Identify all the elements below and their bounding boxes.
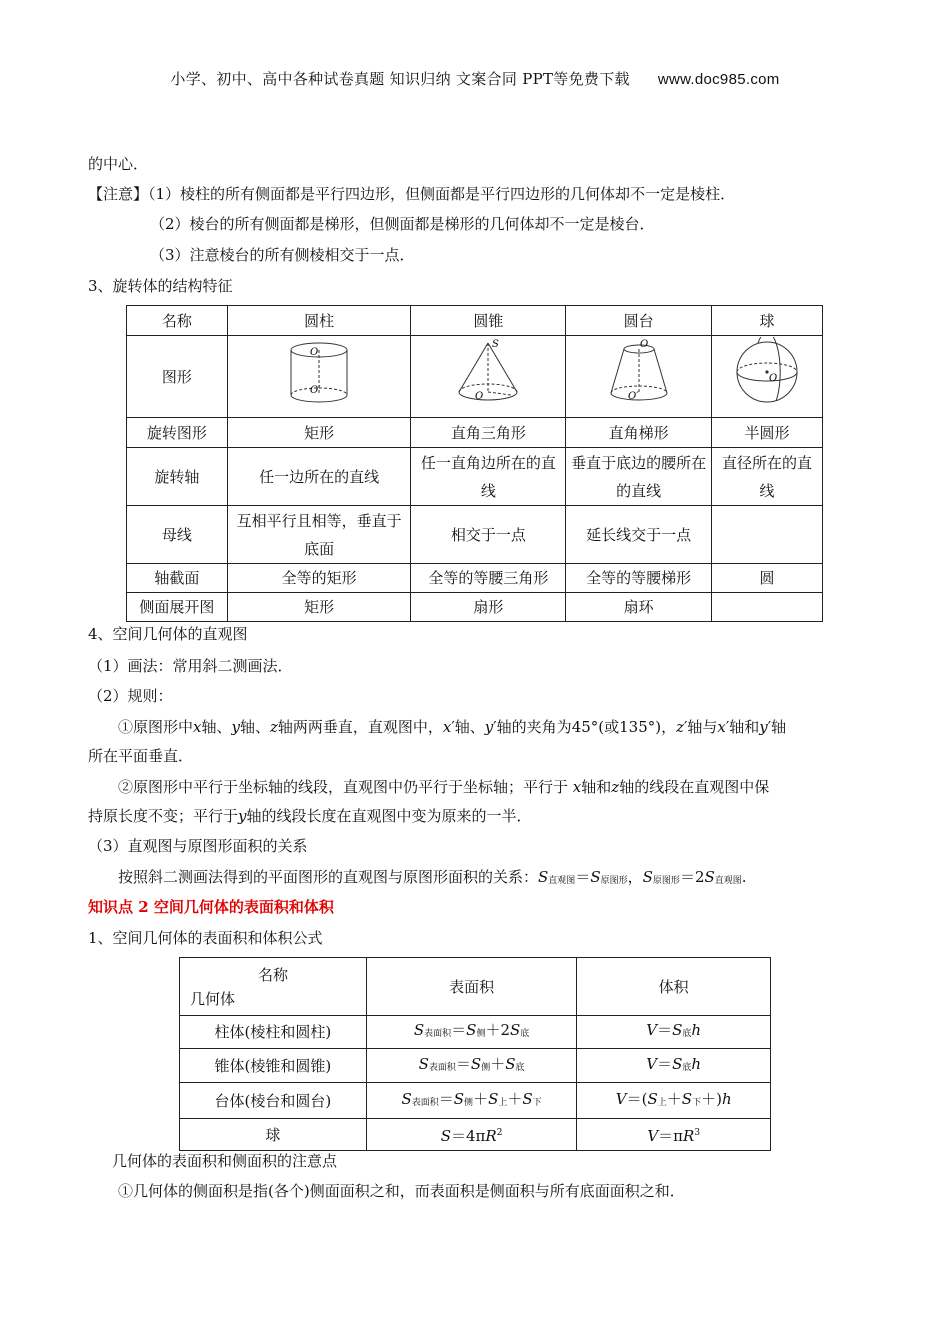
text-line: （1）画法：常用斜二测画法．	[88, 657, 293, 675]
rule-line-2: ②原图形中平行于坐标轴的线段，直观图中仍平行于坐标轴；平行于 x轴和z轴的线段在直观图中保	[118, 778, 770, 796]
svg-text:O: O	[769, 373, 778, 384]
table-row: 母线 互相平行且相等，垂直于底面 相交于一点 延长线交于一点	[127, 506, 823, 564]
formula-cell: S表面积＝S侧＋S上＋S下	[366, 1083, 577, 1119]
knowledge-point-heading: 知识点 2 空间几何体的表面积和体积	[88, 898, 334, 916]
formula-cell: V＝(S上＋S下＋)h	[577, 1083, 771, 1119]
note-line: 【注意】（1）棱柱的所有侧面都是平行四边形，但侧面都是平行四边形的几何体却不一定是棱柱．	[88, 185, 736, 203]
table-row: 台体(棱台和圆台) S表面积＝S侧＋S上＋S下 V＝(S上＋S下＋)h	[180, 1083, 771, 1119]
text-line: （2）规则：	[88, 687, 173, 705]
table-row: 球 $S=4\pi R^2$ $V=\pi R^3$	[180, 1119, 771, 1151]
section-heading: 4、空间几何体的直观图	[88, 625, 248, 643]
table-row: 侧面展开图 矩形 扇形 扇环	[127, 593, 823, 622]
table-row: 名称 几何体 表面积 体积	[180, 958, 771, 1016]
revolution-solids-table	[126, 305, 823, 622]
cone-figure	[453, 337, 523, 407]
frustum-figure	[604, 337, 674, 407]
svg-text:O′: O′	[627, 391, 639, 402]
text-line: （3）注意棱台的所有侧棱相交于一点．	[150, 246, 415, 264]
text-line: （3）直观图与原图形面积的关系	[88, 837, 308, 855]
text-line: 所在平面垂直．	[88, 747, 194, 765]
diagonal-header: 名称 几何体	[180, 958, 367, 1016]
table-row: 轴截面 全等的矩形 全等的等腰三角形 全等的等腰梯形 圆	[127, 564, 823, 593]
table-row: 名称 圆柱 圆锥 圆台 球	[127, 306, 823, 336]
formula-cell: V＝S底h	[577, 1049, 771, 1083]
text-line: 几何体的表面积和侧面积的注意点	[112, 1152, 338, 1170]
svg-text:O: O	[310, 347, 319, 358]
text-line: 的中心．	[88, 155, 149, 173]
svg-text:O: O	[475, 391, 484, 402]
formula-cell: S表面积＝S侧＋2S底	[366, 1016, 577, 1049]
sphere-figure	[732, 337, 802, 407]
table-row: 图形 O O′ S O O O′ O	[127, 336, 823, 418]
formula-cell: $S=4\pi R^2$	[366, 1119, 577, 1151]
section-heading: 1、空间几何体的表面积和体积公式	[88, 929, 323, 947]
surface-volume-table	[179, 957, 771, 1151]
area-relation-line: 按照斜二测画法得到的平面图形的直观图与原图形面积的关系：S直观图＝S原图形，S原图形＝2S直观图.	[118, 868, 747, 886]
note-tag: 【注意】	[88, 185, 149, 203]
svg-text:O: O	[639, 339, 648, 350]
text-line: ①几何体的侧面积是指(各个)侧面面积之和，而表面积是侧面积与所有底面面积之和．	[118, 1182, 685, 1200]
section-heading: 3、旋转体的结构特征	[88, 277, 233, 295]
svg-text:S: S	[492, 339, 500, 350]
page-header	[0, 68, 950, 89]
rule-line-2b: 持原长度不变；平行于y轴的线段长度在直观图中变为原来的一半．	[88, 807, 532, 825]
table-row: 柱体(棱柱和圆柱) S表面积＝S侧＋2S底 V＝S底h	[180, 1016, 771, 1049]
header-url[interactable]: www.doc985.com	[657, 71, 780, 88]
header-text: 小学、初中、高中各种试卷真题 知识归纳 文案合同 PPT等免费下载	[170, 70, 630, 88]
table-row: 锥体(棱锥和圆锥) S表面积＝S侧＋S底 V＝S底h	[180, 1049, 771, 1083]
rule-line-1: ①原图形中x轴、y轴、z轴两两垂直，直观图中，x′轴、y′轴的夹角为45°(或135°)，z′轴与x′轴和y′轴	[118, 718, 787, 736]
table-row: 旋转轴 任一边所在的直线 任一直角边所在的直线 垂直于底边的腰所在的直线 直径所在的直线	[127, 448, 823, 506]
svg-text:O′: O′	[310, 385, 321, 396]
table-row: 旋转图形 矩形 直角三角形 直角梯形 半圆形	[127, 418, 823, 448]
formula-cell: V＝S底h	[577, 1016, 771, 1049]
cylinder-figure	[284, 337, 354, 407]
formula-cell: $V=\pi R^3$	[577, 1119, 771, 1151]
formula-cell: S表面积＝S侧＋S底	[366, 1049, 577, 1083]
text-line: （2）棱台的所有侧面都是梯形，但侧面都是梯形的几何体却不一定是棱台．	[150, 215, 655, 233]
